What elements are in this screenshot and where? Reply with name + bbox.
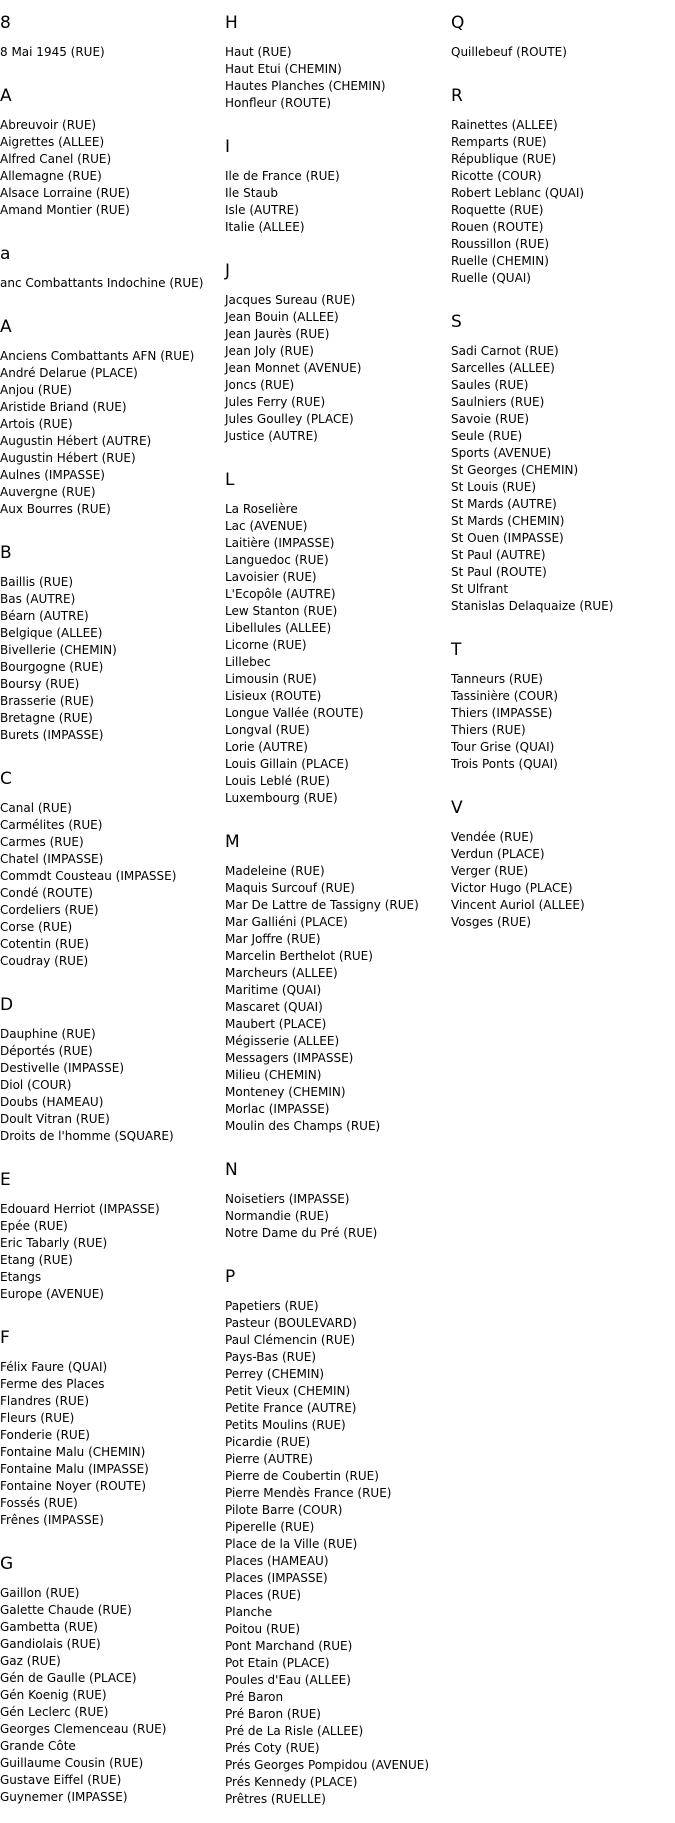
street-list — [451, 44, 671, 61]
street-link[interactable]: Mégisserie (ALLEE) — [225, 1034, 340, 1048]
street-link[interactable]: Paul Clémencin (RUE) — [225, 1333, 355, 1347]
letter-section — [0, 243, 220, 292]
street-list — [0, 1585, 220, 1806]
street-link[interactable]: Saules (RUE) — [451, 378, 529, 392]
street-link[interactable]: Brasserie (RUE) — [0, 694, 94, 708]
street-link[interactable]: Verdun (PLACE) — [451, 847, 545, 861]
street-link[interactable]: Savoie (RUE) — [451, 412, 530, 426]
street-link[interactable]: Moulin des Champs (RUE) — [225, 1119, 381, 1133]
letter-section — [225, 831, 445, 1135]
street-column-3 — [451, 12, 671, 931]
street-link[interactable]: Papetiers (RUE) — [225, 1299, 319, 1313]
street-link[interactable]: Luxembourg (RUE) — [225, 791, 338, 805]
street-link[interactable]: Prés Coty (RUE) — [225, 1741, 320, 1755]
street-link[interactable]: Amand Montier (RUE) — [0, 203, 130, 217]
street-link[interactable]: Hautes Planches (CHEMIN) — [225, 79, 386, 93]
letter-section — [451, 85, 671, 287]
street-list — [0, 275, 220, 292]
section-letter-heading: A — [0, 86, 12, 106]
street-link[interactable]: Pont Marchand (RUE) — [225, 1639, 353, 1653]
street-link[interactable]: Vincent Auriol (ALLEE) — [451, 898, 585, 912]
street-link[interactable]: Milieu (CHEMIN) — [225, 1068, 322, 1082]
street-link[interactable]: Fossés (RUE) — [0, 1496, 78, 1510]
street-link[interactable]: Bas (AUTRE) — [0, 592, 76, 606]
street-link[interactable]: Fontaine Malu (CHEMIN) — [0, 1445, 146, 1459]
street-link[interactable]: Lisieux (ROUTE) — [225, 689, 322, 703]
section-letter-heading: G — [0, 1554, 14, 1574]
section-letter-heading: F — [0, 1328, 10, 1348]
section-letter-heading: L — [225, 470, 235, 490]
street-link[interactable]: Cordeliers (RUE) — [0, 903, 99, 917]
section-letter-heading: R — [451, 86, 463, 106]
street-link[interactable]: Ruelle (QUAI) — [451, 271, 531, 285]
street-link[interactable]: Droits de l'homme (SQUARE) — [0, 1129, 174, 1143]
street-list — [0, 117, 220, 219]
section-letter-heading: A — [0, 317, 12, 337]
street-link[interactable]: Trois Ponts (QUAI) — [451, 757, 558, 771]
street-link[interactable]: Alfred Canel (RUE) — [0, 152, 112, 166]
section-letter-heading: N — [225, 1160, 238, 1180]
street-list — [225, 292, 445, 445]
street-link[interactable]: République (RUE) — [451, 152, 557, 166]
street-link[interactable]: Fontaine Malu (IMPASSE) — [0, 1462, 149, 1476]
street-link[interactable]: Allemagne (RUE) — [0, 169, 102, 183]
street-link[interactable]: Artois (RUE) — [0, 417, 73, 431]
street-list — [451, 117, 671, 287]
street-link[interactable]: La Roselière — [225, 502, 298, 516]
street-link[interactable]: Remparts (RUE) — [451, 135, 547, 149]
letter-section — [225, 1266, 445, 1808]
letter-section — [451, 797, 671, 931]
street-link[interactable]: Marcelin Berthelot (RUE) — [225, 949, 373, 963]
street-link[interactable]: Gandiolais (RUE) — [0, 1637, 101, 1651]
street-link[interactable]: Pierre de Coubertin (RUE) — [225, 1469, 379, 1483]
street-link[interactable]: Tassinière (COUR) — [451, 689, 559, 703]
street-list — [0, 1026, 220, 1145]
street-list — [0, 348, 220, 518]
street-link[interactable]: Cotentin (RUE) — [0, 937, 89, 951]
street-link[interactable]: Jean Jaurès (RUE) — [225, 327, 330, 341]
street-link[interactable]: Vendée (RUE) — [451, 830, 534, 844]
street-link[interactable]: Europe (AVENUE) — [0, 1287, 104, 1301]
street-link[interactable]: Maritime (QUAI) — [225, 983, 322, 997]
street-link[interactable]: 8 Mai 1945 (RUE) — [0, 45, 105, 59]
street-link[interactable]: Stanislas Delaquaize (RUE) — [451, 599, 614, 613]
street-link[interactable]: Ruelle (CHEMIN) — [451, 254, 549, 268]
street-link[interactable]: Gaillon (RUE) — [0, 1586, 80, 1600]
section-letter-heading: V — [451, 798, 463, 818]
street-link[interactable]: Canal (RUE) — [0, 801, 72, 815]
section-letter-heading: S — [451, 312, 462, 332]
street-list — [225, 1298, 445, 1808]
street-link[interactable]: Grande Côte — [0, 1739, 76, 1753]
street-link[interactable]: Verger (RUE) — [451, 864, 529, 878]
street-link[interactable]: Planche — [225, 1605, 273, 1619]
street-link[interactable]: Commdt Cousteau (IMPASSE) — [0, 869, 177, 883]
street-link[interactable]: Jean Bouin (ALLEE) — [225, 310, 339, 324]
street-link[interactable]: St Mards (AUTRE) — [451, 497, 557, 511]
street-link[interactable]: Edouard Herriot (IMPASSE) — [0, 1202, 160, 1216]
street-list — [0, 44, 220, 61]
letter-section — [0, 12, 220, 61]
street-link[interactable]: Carmes (RUE) — [0, 835, 84, 849]
street-link[interactable]: Jacques Sureau (RUE) — [225, 293, 356, 307]
street-link[interactable]: Pré Baron — [225, 1690, 284, 1704]
section-letter-heading: I — [225, 137, 231, 157]
street-link[interactable]: Coudray (RUE) — [0, 954, 89, 968]
street-link[interactable]: Lavoisier (RUE) — [225, 570, 317, 584]
letter-section — [0, 85, 220, 219]
street-link[interactable]: Morlac (IMPASSE) — [225, 1102, 330, 1116]
street-link[interactable]: Poules d'Eau (ALLEE) — [225, 1673, 351, 1687]
street-link[interactable]: Jules Ferry (RUE) — [225, 395, 326, 409]
street-column-1 — [0, 12, 220, 1806]
street-link[interactable]: Gén de Gaulle (PLACE) — [0, 1671, 137, 1685]
street-list — [0, 1359, 220, 1529]
street-link[interactable]: Monteney (CHEMIN) — [225, 1085, 346, 1099]
street-link[interactable]: Guillaume Cousin (RUE) — [0, 1756, 144, 1770]
street-link[interactable]: Baillis (RUE) — [0, 575, 74, 589]
street-link[interactable]: Jean Monnet (AVENUE) — [225, 361, 362, 375]
street-link[interactable]: Piperelle (RUE) — [225, 1520, 315, 1534]
section-letter-heading: a — [0, 244, 11, 264]
street-link[interactable]: Petits Moulins (RUE) — [225, 1418, 346, 1432]
street-link[interactable]: Dauphine (RUE) — [0, 1027, 96, 1041]
street-link[interactable]: Marcheurs (ALLEE) — [225, 966, 338, 980]
letter-section — [451, 311, 671, 615]
street-link[interactable]: Pilote Barre (COUR) — [225, 1503, 343, 1517]
street-link[interactable]: Destivelle (IMPASSE) — [0, 1061, 125, 1075]
street-link[interactable]: Roussillon (RUE) — [451, 237, 550, 251]
street-link[interactable]: Maquis Surcouf (RUE) — [225, 881, 355, 895]
street-link[interactable]: St Ulfrant — [451, 582, 509, 596]
street-link[interactable]: Etangs — [0, 1270, 42, 1284]
letter-section — [225, 136, 445, 236]
street-link[interactable]: Saulniers (RUE) — [451, 395, 545, 409]
street-list — [225, 501, 445, 807]
section-letter-heading: M — [225, 832, 240, 852]
street-link[interactable]: Haut (RUE) — [225, 45, 292, 59]
street-link[interactable]: Carmélites (RUE) — [0, 818, 103, 832]
street-link[interactable]: Bretagne (RUE) — [0, 711, 93, 725]
street-link[interactable]: Aux Bourres (RUE) — [0, 502, 111, 516]
street-link[interactable]: Roquette (RUE) — [451, 203, 544, 217]
street-link[interactable]: Anjou (RUE) — [0, 383, 72, 397]
street-link[interactable]: Déportés (RUE) — [0, 1044, 93, 1058]
street-link[interactable]: Prêtres (RUELLE) — [225, 1792, 326, 1806]
letter-section — [451, 12, 671, 61]
street-link[interactable]: Victor Hugo (PLACE) — [451, 881, 573, 895]
street-link[interactable]: Flandres (RUE) — [0, 1394, 89, 1408]
street-link[interactable]: Augustin Hébert (AUTRE) — [0, 434, 152, 448]
street-link[interactable]: Boursy (RUE) — [0, 677, 80, 691]
street-link[interactable]: Diol (COUR) — [0, 1078, 72, 1092]
street-link[interactable]: St Georges (CHEMIN) — [451, 463, 579, 477]
street-link[interactable]: St Mards (CHEMIN) — [451, 514, 565, 528]
street-link[interactable]: Longue Vallée (ROUTE) — [225, 706, 364, 720]
street-link[interactable]: Picardie (RUE) — [225, 1435, 311, 1449]
street-link[interactable]: Sarcelles (ALLEE) — [451, 361, 555, 375]
street-link[interactable]: Rouen (ROUTE) — [451, 220, 544, 234]
street-link[interactable]: Gustave Eiffel (RUE) — [0, 1773, 122, 1787]
street-link[interactable]: Lorie (AUTRE) — [225, 740, 308, 754]
street-link[interactable]: Lew Stanton (RUE) — [225, 604, 338, 618]
letter-section — [225, 1159, 445, 1242]
street-link[interactable]: Louis Leblé (RUE) — [225, 774, 330, 788]
street-link[interactable]: Pierre (AUTRE) — [225, 1452, 313, 1466]
street-link[interactable]: Honfleur (ROUTE) — [225, 96, 332, 110]
street-link[interactable]: Fontaine Noyer (ROUTE) — [0, 1479, 147, 1493]
street-link[interactable]: Pré Baron (RUE) — [225, 1707, 321, 1721]
street-link[interactable]: Abreuvoir (RUE) — [0, 118, 97, 132]
street-link[interactable]: Limousin (RUE) — [225, 672, 317, 686]
street-link[interactable]: Quillebeuf (ROUTE) — [451, 45, 567, 59]
street-list — [225, 168, 445, 236]
street-link[interactable]: Licorne (RUE) — [225, 638, 307, 652]
letter-section — [0, 542, 220, 744]
street-link[interactable]: Béarn (AUTRE) — [0, 609, 89, 623]
street-link[interactable]: Isle (AUTRE) — [225, 203, 299, 217]
street-link[interactable]: Epée (RUE) — [0, 1219, 68, 1233]
street-link[interactable]: André Delarue (PLACE) — [0, 366, 138, 380]
street-link[interactable]: Mar Galliéni (PLACE) — [225, 915, 348, 929]
street-link[interactable]: St Ouen (IMPASSE) — [451, 531, 564, 545]
street-link[interactable]: Seule (RUE) — [451, 429, 523, 443]
section-letter-heading: J — [225, 261, 231, 281]
street-link[interactable]: Poitou (RUE) — [225, 1622, 301, 1636]
street-link[interactable]: Sadi Carnot (RUE) — [451, 344, 559, 358]
street-link[interactable]: Burets (IMPASSE) — [0, 728, 104, 742]
section-letter-heading: D — [0, 995, 14, 1015]
street-link[interactable]: Ferme des Places — [0, 1377, 105, 1391]
street-link[interactable]: Mascaret (QUAI) — [225, 1000, 323, 1014]
street-link[interactable]: Belgique (ALLEE) — [0, 626, 103, 640]
street-link[interactable]: Tanneurs (RUE) — [451, 672, 543, 686]
street-link[interactable]: Corse (RUE) — [0, 920, 73, 934]
street-link[interactable]: Auvergne (RUE) — [0, 485, 96, 499]
street-link[interactable]: Rainettes (ALLEE) — [451, 118, 558, 132]
street-link[interactable]: Condé (ROUTE) — [0, 886, 93, 900]
section-letter-heading: B — [0, 543, 12, 563]
street-link[interactable]: Pré de La Risle (ALLEE) — [225, 1724, 364, 1738]
street-link[interactable]: Bourgogne (RUE) — [0, 660, 104, 674]
street-link[interactable]: Lillebec — [225, 655, 271, 669]
letter-section — [0, 1327, 220, 1529]
street-link[interactable]: Prés Georges Pompidou (AVENUE) — [225, 1758, 430, 1772]
street-list — [0, 800, 220, 970]
letter-section — [0, 316, 220, 518]
street-list — [451, 343, 671, 615]
street-link[interactable]: Ile de France (RUE) — [225, 169, 340, 183]
street-link[interactable]: Bivellerie (CHEMIN) — [0, 643, 117, 657]
street-link[interactable]: Mar De Lattre de Tassigny (RUE) — [225, 898, 419, 912]
street-link[interactable]: St Paul (ROUTE) — [451, 565, 547, 579]
letter-section — [0, 1553, 220, 1806]
street-link[interactable]: Aigrettes (ALLEE) — [0, 135, 105, 149]
street-link[interactable]: Lac (AVENUE) — [225, 519, 308, 533]
street-link[interactable]: Robert Leblanc (QUAI) — [451, 186, 585, 200]
street-link[interactable]: Places (IMPASSE) — [225, 1571, 328, 1585]
street-link[interactable]: Jean Joly (RUE) — [225, 344, 314, 358]
street-link[interactable]: Sports (AVENUE) — [451, 446, 552, 460]
street-link[interactable]: Petite France (AUTRE) — [225, 1401, 357, 1415]
street-link[interactable]: Libellules (ALLEE) — [225, 621, 332, 635]
street-link[interactable]: Anciens Combattants AFN (RUE) — [0, 349, 195, 363]
street-link[interactable]: Place de la Ville (RUE) — [225, 1537, 358, 1551]
street-link[interactable]: Doubs (HAMEAU) — [0, 1095, 104, 1109]
street-link[interactable]: Perrey (CHEMIN) — [225, 1367, 325, 1381]
street-link[interactable]: Aristide Briand (RUE) — [0, 400, 127, 414]
street-link[interactable]: Normandie (RUE) — [225, 1209, 329, 1223]
section-letter-heading: C — [0, 769, 12, 789]
street-link[interactable]: Prés Kennedy (PLACE) — [225, 1775, 358, 1789]
street-link[interactable]: Etang (RUE) — [0, 1253, 73, 1267]
street-link[interactable]: anc Combattants Indochine (RUE) — [0, 276, 204, 290]
street-link[interactable]: Tour Grise (QUAI) — [451, 740, 555, 754]
street-link[interactable]: Guynemer (IMPASSE) — [0, 1790, 128, 1804]
street-link[interactable]: St Paul (AUTRE) — [451, 548, 546, 562]
street-link[interactable]: Georges Clemenceau (RUE) — [0, 1722, 167, 1736]
street-list — [0, 574, 220, 744]
street-link[interactable]: Doult Vitran (RUE) — [0, 1112, 110, 1126]
street-link[interactable]: Jules Goulley (PLACE) — [225, 412, 354, 426]
street-link[interactable]: Joncs (RUE) — [225, 378, 295, 392]
letter-section — [0, 768, 220, 970]
street-list — [0, 1201, 220, 1303]
street-link[interactable]: Vosges (RUE) — [451, 915, 532, 929]
letter-section — [451, 639, 671, 773]
street-link[interactable]: Gambetta (RUE) — [0, 1620, 98, 1634]
street-link[interactable]: Mar Joffre (RUE) — [225, 932, 321, 946]
street-link[interactable]: Pays-Bas (RUE) — [225, 1350, 317, 1364]
street-list — [451, 671, 671, 773]
street-link[interactable]: L'Ecopôle (AUTRE) — [225, 587, 336, 601]
street-link[interactable]: Maubert (PLACE) — [225, 1017, 327, 1031]
street-link[interactable]: Gaz (RUE) — [0, 1654, 61, 1668]
street-link[interactable]: Haut Etui (CHEMIN) — [225, 62, 342, 76]
section-letter-heading: T — [451, 640, 462, 660]
street-link[interactable]: Ile Staub — [225, 186, 278, 200]
street-link[interactable]: Messagers (IMPASSE) — [225, 1051, 354, 1065]
street-link[interactable]: Alsace Lorraine (RUE) — [0, 186, 130, 200]
letter-section — [0, 994, 220, 1145]
street-link[interactable]: Thiers (IMPASSE) — [451, 706, 553, 720]
street-link[interactable]: Madeleine (RUE) — [225, 864, 325, 878]
street-link[interactable]: Notre Dame du Pré (RUE) — [225, 1226, 378, 1240]
street-link[interactable]: Galette Chaude (RUE) — [0, 1603, 132, 1617]
street-link[interactable]: Languedoc (RUE) — [225, 553, 329, 567]
street-list — [225, 44, 445, 112]
street-link[interactable]: Frênes (IMPASSE) — [0, 1513, 104, 1527]
street-link[interactable]: Places (RUE) — [225, 1588, 302, 1602]
letter-section — [0, 1169, 220, 1303]
street-link[interactable]: Chatel (IMPASSE) — [0, 852, 104, 866]
section-letter-heading: P — [225, 1267, 236, 1287]
street-link[interactable]: Pasteur (BOULEVARD) — [225, 1316, 357, 1330]
letter-section — [225, 260, 445, 445]
street-link[interactable]: Justice (AUTRE) — [225, 429, 318, 443]
section-letter-heading: H — [225, 13, 238, 33]
section-letter-heading: E — [0, 1170, 11, 1190]
street-link[interactable]: Félix Faure (QUAI) — [0, 1360, 108, 1374]
section-letter-heading: 8 — [0, 13, 11, 33]
street-list — [225, 1191, 445, 1242]
street-list — [225, 863, 445, 1135]
street-link[interactable]: Aulnes (IMPASSE) — [0, 468, 105, 482]
street-link[interactable]: Places (HAMEAU) — [225, 1554, 329, 1568]
street-link[interactable]: Gén Leclerc (RUE) — [0, 1705, 109, 1719]
street-link[interactable]: Pierre Mendès France (RUE) — [225, 1486, 392, 1500]
street-link[interactable]: Eric Tabarly (RUE) — [0, 1236, 108, 1250]
street-link[interactable]: Fonderie (RUE) — [0, 1428, 90, 1442]
letter-section — [225, 469, 445, 807]
street-link[interactable]: Longval (RUE) — [225, 723, 310, 737]
section-letter-heading: Q — [451, 13, 465, 33]
street-link[interactable]: Thiers (RUE) — [451, 723, 526, 737]
street-link[interactable]: Italie (ALLEE) — [225, 220, 305, 234]
street-link[interactable]: Noisetiers (IMPASSE) — [225, 1192, 350, 1206]
street-column-2 — [225, 12, 445, 1808]
street-link[interactable]: Pot Etain (PLACE) — [225, 1656, 330, 1670]
street-link[interactable]: Petit Vieux (CHEMIN) — [225, 1384, 351, 1398]
street-link[interactable]: Ricotte (COUR) — [451, 169, 542, 183]
street-link[interactable]: St Louis (RUE) — [451, 480, 537, 494]
street-link[interactable]: Gén Koenig (RUE) — [0, 1688, 107, 1702]
street-list — [451, 829, 671, 931]
letter-section — [225, 12, 445, 112]
street-link[interactable]: Louis Gillain (PLACE) — [225, 757, 349, 771]
street-link[interactable]: Laitière (IMPASSE) — [225, 536, 335, 550]
street-link[interactable]: Fleurs (RUE) — [0, 1411, 75, 1425]
street-link[interactable]: Augustin Hébert (RUE) — [0, 451, 136, 465]
